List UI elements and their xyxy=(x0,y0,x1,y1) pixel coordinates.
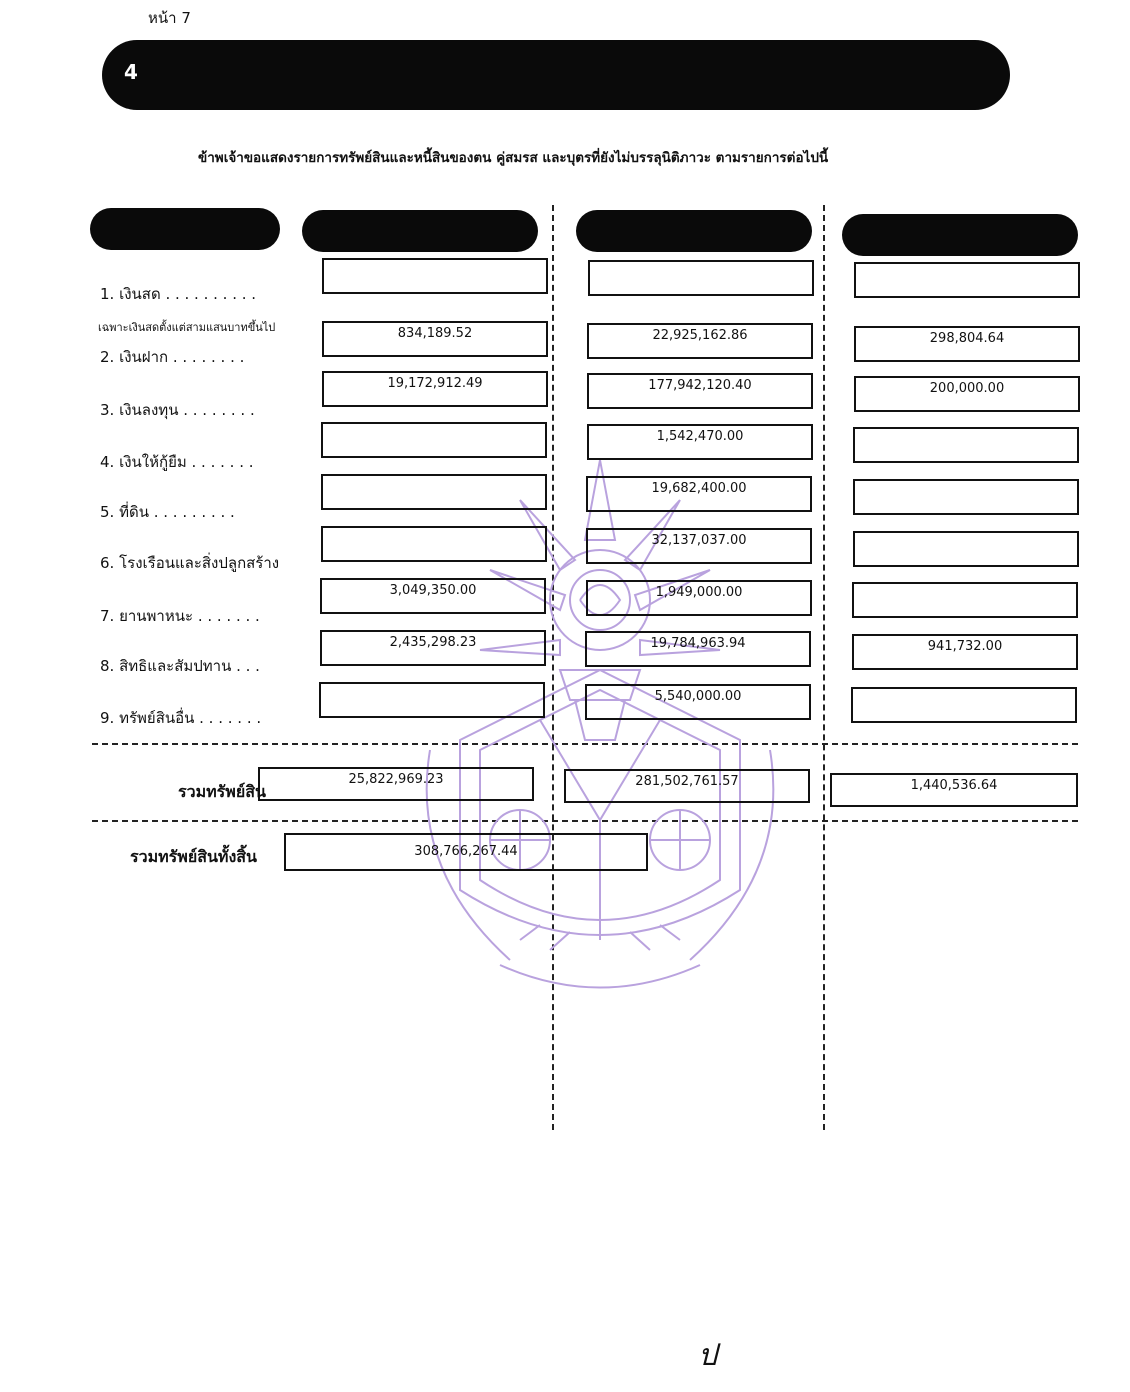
column-header-spouse xyxy=(576,210,812,252)
value-box-deposits-children: 298,804.64 xyxy=(854,326,1080,362)
value-box-buildings-owner xyxy=(321,526,547,562)
section-banner xyxy=(102,40,1010,110)
value-box-land-children xyxy=(853,479,1079,515)
value-box-loans-children xyxy=(853,427,1079,463)
value-box-rights-owner: 2,435,298.23 xyxy=(320,630,546,666)
total-assets-spouse: 281,502,761.57 xyxy=(564,769,810,803)
total-assets-children: 1,440,536.64 xyxy=(830,773,1078,807)
value-box-cash-children xyxy=(854,262,1080,298)
value-box-deposits-owner: 834,189.52 xyxy=(322,321,548,357)
value-box-vehicles-owner: 3,049,350.00 xyxy=(320,578,546,614)
signature-initial: ป xyxy=(698,1338,718,1373)
row-label-cash: 1. เงินสด . . . . . . . . . . xyxy=(100,285,257,303)
total-assets-label: รวมทรัพย์สิน xyxy=(178,782,266,801)
value-box-vehicles-spouse: 1,949,000.00 xyxy=(586,580,812,616)
column-header-children xyxy=(842,214,1078,256)
total-assets-owner: 25,822,969.23 xyxy=(258,767,534,801)
value-box-deposits-spouse: 22,925,162.86 xyxy=(587,323,813,359)
value-box-rights-spouse: 19,784,963.94 xyxy=(585,631,811,667)
column-header-item xyxy=(90,208,280,250)
column-divider-2 xyxy=(823,205,825,1130)
value-box-other-spouse: 5,540,000.00 xyxy=(585,684,811,720)
page-number: หน้า 7 xyxy=(148,9,191,27)
intro-text: ข้าพเจ้าขอแสดงรายการทรัพย์สินและหนี้สินของตน คู่สมรส และบุตรที่ยังไม่บรรลุนิติภาวะ ตามรายการต่อไปนี้ xyxy=(198,150,829,166)
value-box-land-owner xyxy=(321,474,547,510)
value-box-cash-owner xyxy=(322,258,548,294)
row-label-investments: 3. เงินลงทุน . . . . . . . . xyxy=(100,401,255,419)
value-box-investments-owner: 19,172,912.49 xyxy=(322,371,548,407)
row-label-deposits: 2. เงินฝาก . . . . . . . . xyxy=(100,348,245,366)
grand-total-label: รวมทรัพย์สินทั้งสิ้น xyxy=(130,847,257,866)
value-box-other-owner xyxy=(319,682,545,718)
row-label-buildings: 6. โรงเรือนและสิ่งปลูกสร้าง xyxy=(100,554,280,572)
row-label-land: 5. ที่ดิน . . . . . . . . . xyxy=(100,503,235,521)
value-box-buildings-children xyxy=(853,531,1079,567)
value-box-loans-spouse: 1,542,470.00 xyxy=(587,424,813,460)
value-box-buildings-spouse: 32,137,037.00 xyxy=(586,528,812,564)
value-box-vehicles-children xyxy=(852,582,1078,618)
row-label-rights: 8. สิทธิและสัมปทาน . . . xyxy=(100,657,260,675)
value-box-rights-children: 941,732.00 xyxy=(852,634,1078,670)
value-box-investments-spouse: 177,942,120.40 xyxy=(587,373,813,409)
grand-total-value: 308,766,267.44 xyxy=(284,833,648,871)
value-box-land-spouse: 19,682,400.00 xyxy=(586,476,812,512)
row-label-vehicles: 7. ยานพาหนะ . . . . . . . xyxy=(100,607,260,625)
value-box-cash-spouse xyxy=(588,260,814,296)
column-header-owner xyxy=(302,210,538,252)
value-box-loans-owner xyxy=(321,422,547,458)
cash-threshold-note: เฉพาะเงินสดตั้งแต่สามแสนบาทขึ้นไป xyxy=(98,321,276,334)
row-label-loans: 4. เงินให้กู้ยืม . . . . . . . xyxy=(100,453,254,471)
value-box-other-children xyxy=(851,687,1077,723)
row-label-other-assets: 9. ทรัพย์สินอื่น . . . . . . . xyxy=(100,709,262,727)
section-number: 4 xyxy=(124,60,138,84)
value-box-investments-children: 200,000.00 xyxy=(854,376,1080,412)
